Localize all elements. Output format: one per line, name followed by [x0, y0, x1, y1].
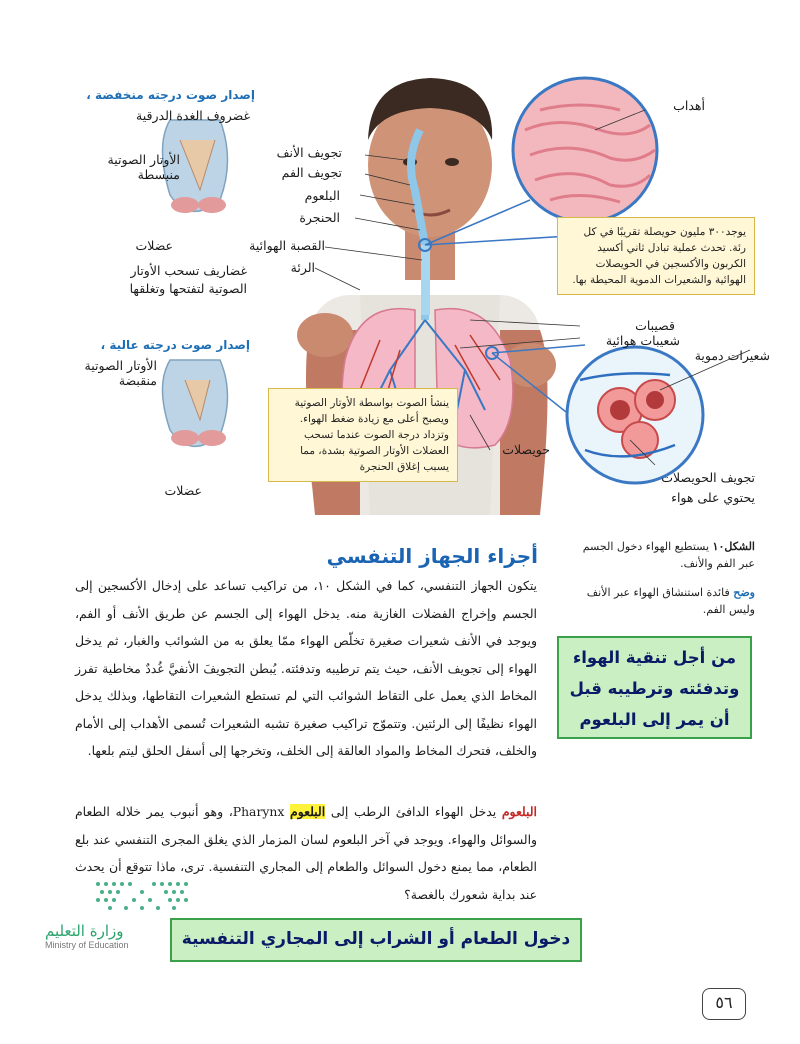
larynx-low-title: إصدار صوت درجته منخفضة ،: [86, 88, 255, 102]
label-muscles-high: عضلات: [164, 483, 202, 498]
label-lung: الرئة: [290, 260, 315, 275]
label-muscles-low: عضلات: [135, 238, 173, 253]
term-pharynx: البلعوم: [501, 804, 537, 819]
label-thyroid: غضروف الغدة الدرقية: [136, 108, 250, 123]
label-cords-relaxed: الأوتار الصوتية منبسطة: [107, 152, 180, 182]
label-alveoli-cavity: تجويف الحويصلات يحتوي على هواء: [661, 470, 755, 505]
figure-10: [60, 70, 780, 520]
paragraph-1: يتكون الجهاز التنفسي، كما في الشكل ١٠، من تراكيب تساعد على إدخال الأكسجين إلى الجسم وإخراج الفضلات الغازية منه. يدخل الهواء إلى الجسم عن طريق الأنف أو الفم، ويوجد في الأنف شعيرات صغيرة تخلّص الهواء ممّا يعلق به من الشوائب والغبار، ثم يدخل الهواء إلى تجويف الأنف، حيث يتم ترطيبه وتدفئته. يُبطن التجويفَ الأنفيَّ غُددٌ مخاطية تفرز المخاط الذي يعمل على التقاط الشوائب التي لم تستطع الشعيرات التقاطها، وبذلك يدخل الهواء نظيفًا إلى الرئتين. وتتموّج تراكيب صغيرة تشبه الشعيرات تُسمى الأهداب إلى الأمام والخلف، فتحرك المخاط والمواد العالقة إلى الخلف، وتخرجها إلى أسفل الحلق ليتم بلعها.: [75, 578, 538, 758]
label-cartilage: غضاريف تسحب الأوتار الصوتية لتفتحها وتغلقها: [129, 263, 247, 296]
label-cords-tight: الأوتار الصوتية منقبضة: [84, 358, 157, 388]
paragraph-2-text-b: Pharynx، وهو أنبوب يمر خلاله الطعام والسوائل والهواء. ويوجد في آخر البلعوم لسان المزمار الذي يغلق المجرى التنفسي عند بلع الطعام، مما يمنع دخول السوائل والطعام إلى المجاري التنفسية. ترى، ماذا تتوقع أن يحدث عند بداية شعورك بالغصة؟: [75, 804, 537, 902]
page-number: ٥٦: [702, 988, 746, 1020]
answer-box-nose: من أجل تنقية الهواء وتدفئته وترطيبه قبل أن يمر إلى البلعوم: [557, 636, 752, 739]
caption-label: الشكل١٠: [712, 540, 755, 553]
caption-question: [575, 584, 755, 618]
callout-voice: ينشأ الصوت بواسطة الأوتار الصوتية ويصبح أعلى مع زيادة ضغط الهواء. وتزداد درجة الصوت عندما تسحب العضلات الأوتار الصوتية بشدة، مما يسبب إغلاق الحنجرة: [268, 388, 458, 482]
section-title: أجزاء الجهاز التنفسي: [326, 544, 538, 568]
label-bronchioles: قصيبات: [635, 318, 675, 333]
label-nasal-cavity: تجويف الأنف: [276, 145, 342, 160]
answer-box-choking: دخول الطعام أو الشراب إلى المجاري التنفسية: [170, 918, 582, 962]
caption-text: يستطيع الهواء دخول الجسم عبر الفم والأنف.: [582, 540, 755, 570]
label-capillaries: شعيرات دموية: [694, 348, 770, 363]
callout-alveoli: يوجد٣٠٠ مليون حويصلة تقريبًا في كل رئة. تحدث عملية تبادل ثاني أكسيد الكربون والأكسجين في الحويصلات الهوائية والشعيرات الدموية المحيطة بها.: [557, 217, 755, 295]
label-trachea: القصبة الهوائية: [249, 238, 325, 253]
question-word: وضح: [733, 586, 755, 599]
question-text: فائدة استنشاق الهواء عبر الأنف وليس الفم.: [586, 586, 755, 616]
label-alveoli: حويصلات: [502, 442, 550, 457]
larynx-high-illustration: [163, 360, 228, 446]
label-cilia: أهداب: [673, 98, 705, 113]
larynx-high-title: إصدار صوت درجته عالية ،: [100, 338, 250, 352]
label-larynx: الحنجرة: [299, 210, 340, 225]
ministry-english: Ministry of Education: [45, 940, 129, 950]
ministry-arabic: وزارة التعليم: [45, 922, 124, 940]
figure-caption: [575, 538, 755, 572]
label-bronchi: شعيبات هوائية: [605, 333, 680, 348]
ministry-logo: [45, 922, 155, 950]
paragraph-2-text-a: يدخل الهواء الدافئ الرطب إلى: [330, 804, 497, 819]
highlight-pharynx: البلعوم: [290, 804, 326, 819]
label-pharynx: البلعوم: [304, 188, 340, 203]
label-oral-cavity: تجويف الفم: [281, 165, 342, 180]
ministry-dots-icon: [92, 878, 192, 914]
